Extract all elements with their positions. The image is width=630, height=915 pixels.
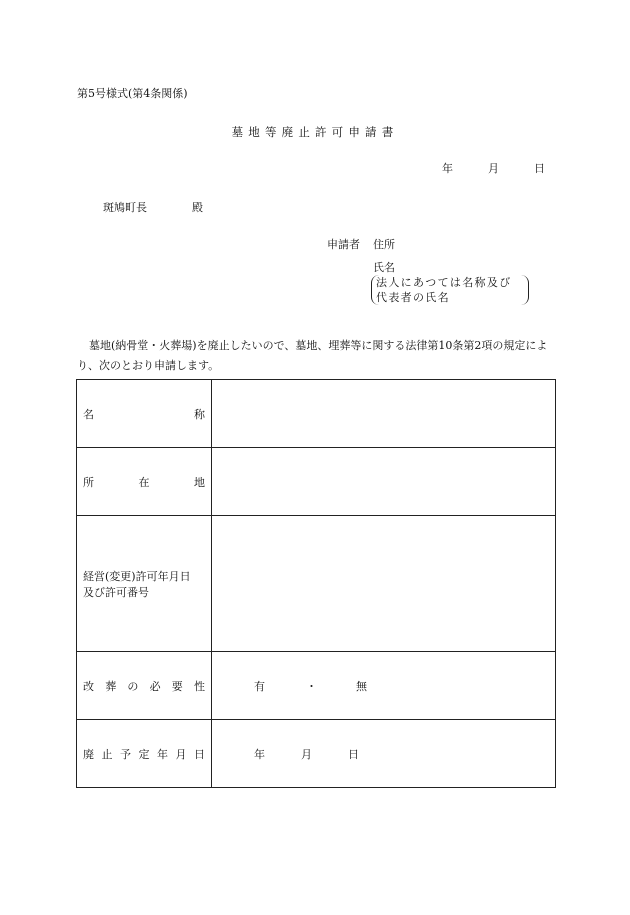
table-row-name [77,380,556,448]
closure-month-label: 月 [301,747,312,761]
reburial-label-cell: 改 葬 の 必 要 性 [77,652,212,720]
applicant-label: 申請者 [327,238,360,251]
document-title: 墓地等廃止許可申請書 [231,125,399,139]
table-row-closure-date [77,720,556,788]
applicant-address-label: 住所 [373,238,395,251]
date-day-label: 日 [534,162,545,175]
location-value-cell[interactable] [212,448,556,516]
application-date [442,160,545,176]
corporation-note-line2: 代表者の氏名 [376,291,450,304]
permit-label-line2: 及び許可番号 [83,585,149,599]
application-statement: 墓地(納骨堂・火葬場)を廃止したいので、墓地、埋葬等に関する法律第10条第2項の規定により、次のとおり申請します。 [77,339,548,372]
closure-date-value-cell[interactable] [212,720,556,788]
corporation-note [371,275,529,305]
reburial-no-option[interactable]: 無 [356,679,367,693]
table-row-location [77,448,556,516]
location-label-cell: 所 在 地 [77,448,212,516]
permit-label-line1: 経営(変更)許可年月日 [83,569,191,583]
addressee-name: 斑鳩町長 [103,201,147,214]
closure-year-label: 年 [254,747,265,761]
corporation-note-line1: 法人にあつては名称及び [376,276,512,289]
date-year-label: 年 [442,162,453,175]
application-table [76,379,556,788]
reburial-yes-option[interactable]: 有 [254,679,265,693]
permit-label-cell [77,516,212,652]
closure-day-label: 日 [348,747,359,761]
table-row-reburial [77,652,556,720]
date-month-label: 月 [488,162,499,175]
permit-value-cell[interactable] [212,516,556,652]
table-row-permit [77,516,556,652]
form-number: 第5号様式(第4条関係) [77,87,188,100]
reburial-value-cell[interactable] [212,652,556,720]
addressee-honorific: 殿 [192,201,203,214]
name-label-cell: 名 称 [77,380,212,448]
reburial-separator: ・ [306,679,317,693]
addressee [103,199,203,215]
closure-date-label-cell: 廃 止 予 定 年 月 日 [77,720,212,788]
name-value-cell[interactable] [212,380,556,448]
applicant-name-label: 氏名 [373,261,395,274]
